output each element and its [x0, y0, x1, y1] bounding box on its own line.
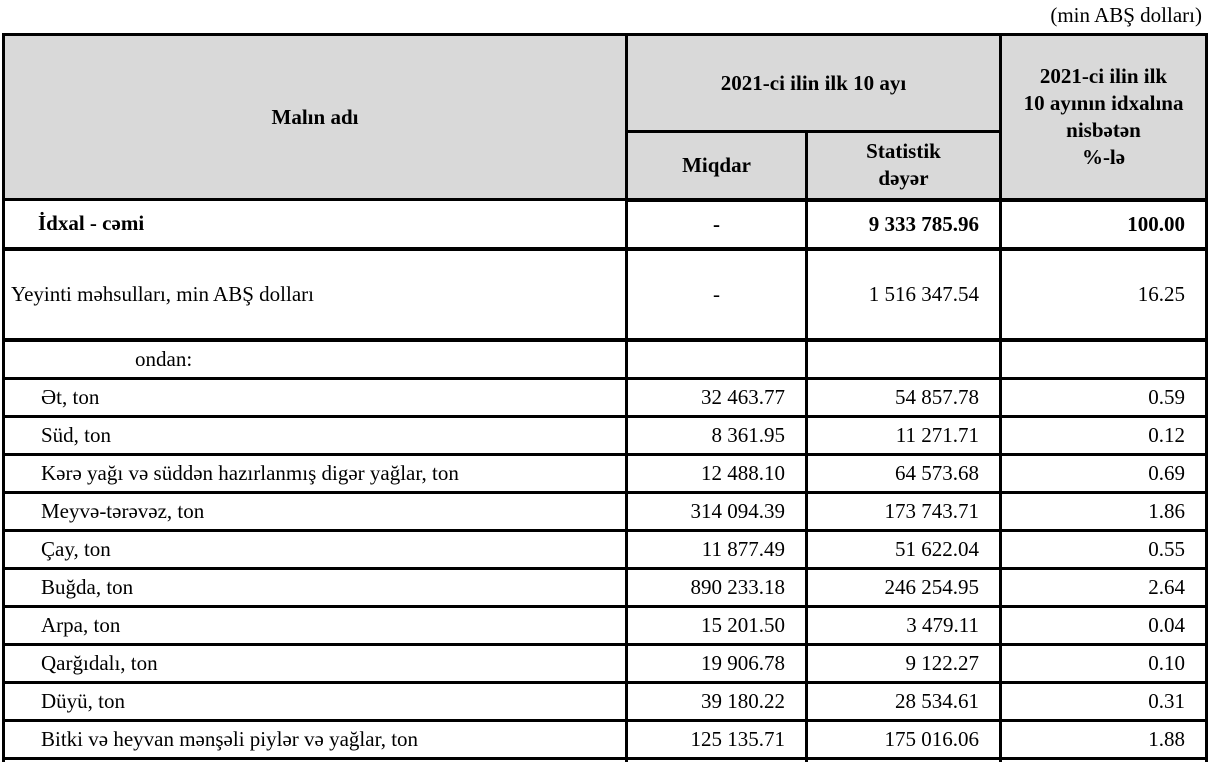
table-row-milk: [4, 417, 1207, 455]
share-cell: 1.88: [1001, 721, 1207, 759]
quantity-cell: 8 361.95: [627, 417, 807, 455]
product-cell: Çay, ton: [4, 531, 627, 569]
product-cell: Süd, ton: [4, 417, 627, 455]
product-cell: [4, 759, 627, 762]
value-cell: 9 333 785.96: [807, 200, 1001, 249]
header-quantity: Miqdar: [627, 132, 807, 200]
table-row-rice: [4, 683, 1207, 721]
share-cell: 2.64: [1001, 569, 1207, 607]
header-statistic-value-line: dəyər: [878, 166, 929, 191]
quantity-cell: [627, 759, 807, 762]
share-cell: 1.86: [1001, 493, 1207, 531]
table-row-barley: [4, 607, 1207, 645]
table-row-partial: [4, 759, 1207, 762]
share-cell: 0.12: [1001, 417, 1207, 455]
value-cell: 246 254.95: [807, 569, 1001, 607]
table-row-ondan: [4, 340, 1207, 379]
product-cell: Meyvə-tərəvəz, ton: [4, 493, 627, 531]
product-cell: Kərə yağı və süddən hazırlanmış digər yağlar, ton: [4, 455, 627, 493]
header-period-group: 2021-ci ilin ilk 10 ayı: [627, 35, 1001, 132]
value-cell: 64 573.68: [807, 455, 1001, 493]
value-cell: [807, 759, 1001, 762]
quantity-cell: 12 488.10: [627, 455, 807, 493]
share-cell: 100.00: [1001, 200, 1207, 249]
value-cell: 9 122.27: [807, 645, 1001, 683]
table-row-wheat: [4, 569, 1207, 607]
quantity-cell: 890 233.18: [627, 569, 807, 607]
product-cell: Düyü, ton: [4, 683, 627, 721]
quantity-cell: 15 201.50: [627, 607, 807, 645]
product-cell: Ət, ton: [4, 379, 627, 417]
table-row-fruits-vegetables: [4, 493, 1207, 531]
quantity-cell: 19 906.78: [627, 645, 807, 683]
quantity-cell: [627, 340, 807, 379]
table-row-butter: [4, 455, 1207, 493]
quantity-cell: 11 877.49: [627, 531, 807, 569]
product-cell: Buğda, ton: [4, 569, 627, 607]
value-cell: 54 857.78: [807, 379, 1001, 417]
value-cell: 1 516 347.54: [807, 249, 1001, 340]
share-cell: 0.59: [1001, 379, 1207, 417]
import-statistics-table: [2, 33, 1208, 762]
share-cell: 0.10: [1001, 645, 1207, 683]
table-row-import-total: [4, 200, 1207, 249]
table-row-tea: [4, 531, 1207, 569]
share-cell: 0.31: [1001, 683, 1207, 721]
quantity-cell: 32 463.77: [627, 379, 807, 417]
quantity-cell: 314 094.39: [627, 493, 807, 531]
value-cell: 173 743.71: [807, 493, 1001, 531]
value-cell: 175 016.06: [807, 721, 1001, 759]
share-cell: [1001, 340, 1207, 379]
header-row-1: [4, 35, 1207, 132]
quantity-cell: 125 135.71: [627, 721, 807, 759]
value-cell: 3 479.11: [807, 607, 1001, 645]
table-row-meat: [4, 379, 1207, 417]
product-cell: Yeyinti məhsulları, min ABŞ dolları: [4, 249, 627, 340]
share-cell: 0.55: [1001, 531, 1207, 569]
product-cell: Bitki və heyvan mənşəli piylər və yağlar, ton: [4, 721, 627, 759]
table-row-food-products: [4, 249, 1207, 340]
header-product-name: Malın adı: [4, 35, 627, 200]
share-cell: [1001, 759, 1207, 762]
product-cell: Arpa, ton: [4, 607, 627, 645]
value-cell: 11 271.71: [807, 417, 1001, 455]
product-cell: İdxal - cəmi: [4, 200, 627, 249]
table-row-corn: [4, 645, 1207, 683]
quantity-cell: -: [627, 200, 807, 249]
value-cell: 51 622.04: [807, 531, 1001, 569]
header-statistic-value: [807, 132, 1001, 200]
quantity-cell: 39 180.22: [627, 683, 807, 721]
share-cell: 0.69: [1001, 455, 1207, 493]
header-share-line: %-lə: [1081, 144, 1126, 169]
product-cell: ondan:: [4, 340, 627, 379]
header-share: [1001, 35, 1207, 200]
quantity-cell: -: [627, 249, 807, 340]
share-cell: 0.04: [1001, 607, 1207, 645]
share-cell: 16.25: [1001, 249, 1207, 340]
header-share-line: nisbətən: [1066, 117, 1141, 142]
value-cell: 28 534.61: [807, 683, 1001, 721]
value-cell: [807, 340, 1001, 379]
table-row-fats-oils: [4, 721, 1207, 759]
units-caption: (min ABŞ dolları): [1050, 3, 1202, 27]
header-statistic-value-line: Statistik: [866, 139, 941, 164]
product-cell: Qarğıdalı, ton: [4, 645, 627, 683]
header-share-line: 2021-ci ilin ilk: [1039, 64, 1168, 88]
header-share-line: 10 ayının idxalına: [1023, 90, 1184, 115]
